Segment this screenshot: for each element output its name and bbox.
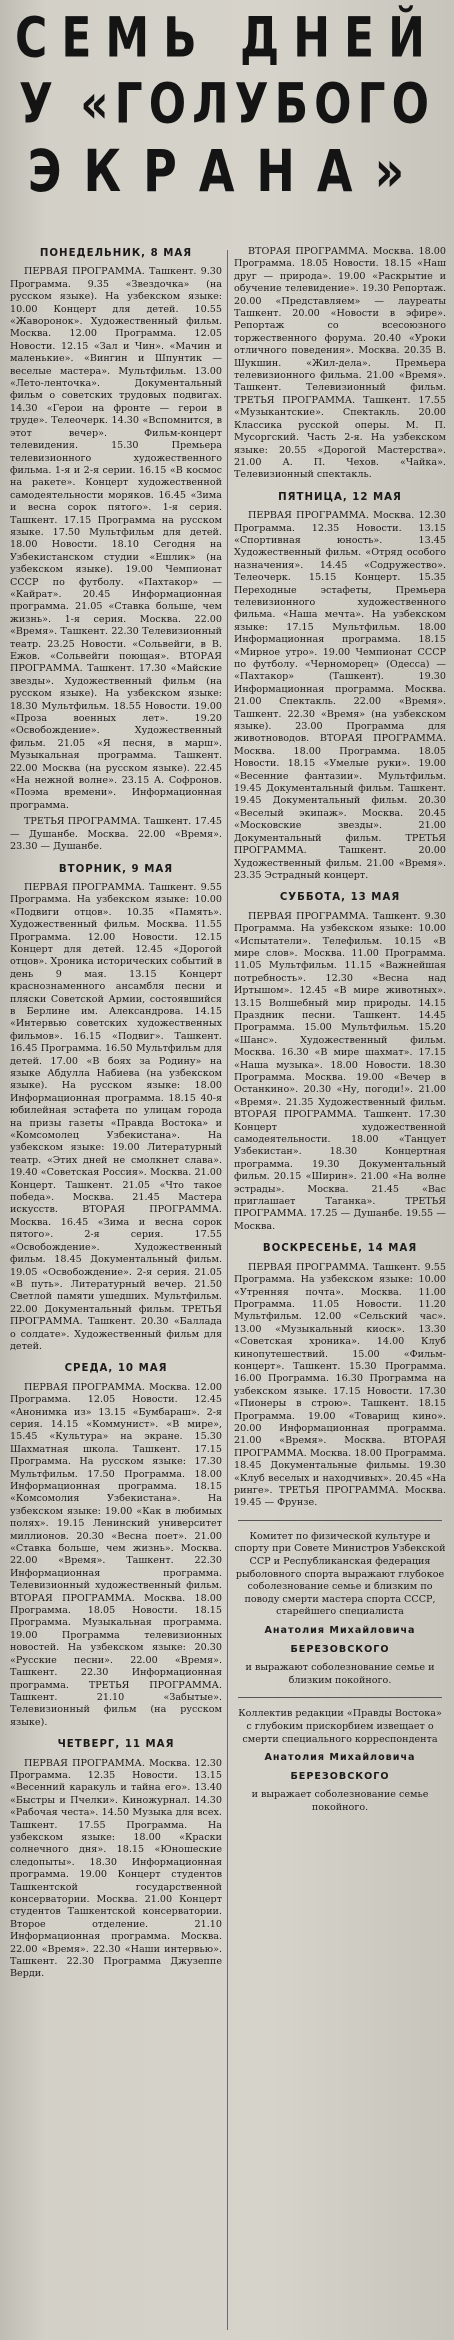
notice-divider bbox=[238, 1697, 442, 1698]
day-heading-wednesday: СРЕДА, 10 МАЯ bbox=[64, 1363, 168, 1375]
program-listing: ПЕРВАЯ ПРОГРАММА. Москва. 12.00 Программа. 12.05 Новости. 12.45 «Анонимка из» 13.15 «Бумбараш». 2-я серия. 14.15 «Коммунист». «В мире», 15.45 «Культура» на экране. 15.30 Шахматная школа. Ташкент. 17.15 Программа. На русском языке: 17.30 Мультфильм. 17.50 Программа. 18.00 Информационная программа. 18.15 «Комсомолия Узбекистана». На узбекском языке: 19.00 «Как в любимых полях». 19.15 Ленинский университет миллионов. 20.30 «Весна поет». 21.00 «Ставка больше, чем жизнь». Москва. 22.00 «Время». Ташкент. 22.30 Информационная программа. Телевизионный художественный фильм. ВТОРАЯ ПРОГРАММА. Москва. 18.00 Программа. 18.05 Новости. 18.15 Программа. Музыкальная программа. 19.00 Программа телевизионных новостей. На узбекском языке: 20.30 «Русские песни». 22.00 «Время». Ташкент. 22.30 Информационная программа. ТРЕТЬЯ ПРОГРАММА. Ташкент. 21.10 «Забытые». Телевизионный фильм (на русском языке). bbox=[10, 1381, 222, 1728]
notice-name-surname: БЕРЕЗОВСКОГО bbox=[290, 1643, 390, 1655]
day-heading-sunday: ВОСКРЕСЕНЬЕ, 14 МАЯ bbox=[262, 1243, 418, 1255]
program-listing: ПЕРВАЯ ПРОГРАММА. Ташкент. 9.30 Программа. На узбекском языке: 10.00 «Испытатели». Телефильм. 10.15 «В мире слов». Москва. 11.00 Программа. 11.05 Мультфильм. 11.15 «Важнейшая потребность». 12.30 «Весна над Иртышом». 12.45 «В мире животных». 13.15 Волшебный мир природы. 14.15 Праздник песни. Ташкент. 14.45 Программа. 15.00 Мультфильм. 15.20 «Шанс». Художественный фильм. Москва. 16.30 «В мире шахмат». 17.15 «Наша музыка». 18.00 Новости. 18.30 Программа. Москва. 19.00 «Вечер в Останкино». 20.30 «Ну, погоди!». 21.00 «Время». 21.35 Художественный фильм. ВТОРАЯ ПРОГРАММА. Ташкент. 17.30 Концерт художественной самодеятельности. 18.00 «Танцует Узбекистан». 18.30 Концертная программа. 19.30 Документальный фильм. 20.15 «Ширин». 21.00 «На волне эстрады». Москва. 21.45 «Вас приглашает Таганка». ТРЕТЬЯ ПРОГРАММА. 17.25 — Душанбе. 19.55 — Москва. bbox=[234, 910, 446, 1232]
notice-text: и выражает соболезнование семье покойного. bbox=[251, 1789, 429, 1813]
program-listing: ПЕРВАЯ ПРОГРАММА. Ташкент. 9.55 Программа. На узбекском языке: 10.00 «Утренняя почта». Москва. 11.00 Программа. 11.05 Новости. 11.20 Мультфильм. 12.00 «Сельский час». 13.00 «Музыкальный киоск». 13.30 «Советская хроника». 14.00 Клуб кинопутешествий. 15.00 «Фильм-концерт». Ташкент. 15.30 Программа. 16.00 Программа. 16.30 Программа на узбекском языке. 17.15 Новости. 17.30 «Пионеры в строю». Ташкент. 18.15 Программа. 19.00 «Товарищ кино». 20.00 Информационная программа. 21.00 «Время». Москва. ВТОРАЯ ПРОГРАММА. Москва. 18.00 Программа. 18.45 Документальные фильмы. 19.30 «Клуб веселых и находчивых». 20.45 «На ринге». ТРЕТЬЯ ПРОГРАММА. Москва. 19.45 — Фрунзе. bbox=[234, 1261, 446, 1509]
notice-name-first: Анатолия Михайловича bbox=[264, 1752, 416, 1764]
right-column bbox=[234, 246, 446, 2336]
day-heading-saturday: СУББОТА, 13 МАЯ bbox=[279, 892, 401, 904]
notice-name-first: Анатолия Михайловича bbox=[264, 1624, 416, 1636]
masthead-line-1: СЕМЬ ДНЕЙ bbox=[15, 6, 439, 71]
notice-divider bbox=[238, 1520, 442, 1521]
notice-text: Коллектив редакции «Правды Востока» с глубоким прискорбием извещает о смерти специального корреспондента bbox=[238, 1708, 442, 1745]
program-listing: ВТОРАЯ ПРОГРАММА. Москва. 18.00 Программа. 18.05 Новости. 18.15 «Наш друг — природа». 19.00 «Раскрытие и обучение телевидение». 19.30 Репортаж. 20.00 «Представляем» — лауреаты Ташкент. 20.00 «Новости в эфире». Репортаж со всесоюзного торжественного форума. 20.40 «Уроки отличного поведения». Москва. 20.35 В. Шукшин. «Жил-дела». Премьера телевизионного фильма. 21.00 «Время». Ташкент. Телевизионный фильм. ТРЕТЬЯ ПРОГРАММА. Ташкент. 17.55 «Музыкантские». Спектакль. 20.00 Классика русской оперы. М. П. Мусоргский. Часть 2-я. На узбекском языке: 20.55 «Дорогой Мастерства». 21.00 А. П. Чехов. «Чайка». Телевизионный спектакль. bbox=[234, 246, 446, 481]
program-listing: ПЕРВАЯ ПРОГРАММА. Москва. 12.30 Программа. 12.35 Новости. 13.15 «Весенний каракуль и тайна его». 13.40 «Быстры и Пчелки». Киножурнал. 14.30 «Рабочая честа». 14.50 Музыка для всех. Ташкент. 17.55 Программа. На узбекском языке: 18.00 «Краски солнечного дня». 18.15 «Юношеские следопыты». 18.30 Информационная программа. 19.00 Концерт студентов Ташкентской государственной консерватории. Москва. 21.00 Концерт студентов Ташкентской консерватории. Второе отделение. 21.10 Информационная программа. Москва. 22.00 «Время». 22.30 «Наши интервью». Ташкент. 22.30 Программа Джузеппе Верди. bbox=[10, 1757, 222, 1980]
condolence-notice bbox=[234, 1531, 446, 1688]
day-heading-monday: ПОНЕДЕЛЬНИК, 8 МАЯ bbox=[39, 248, 193, 259]
program-listing: ПЕРВАЯ ПРОГРАММА. Ташкент. 9.55 Программа. На узбекском языке: 10.00 «Подвиги отцов». 10.35 «Память». Художественный фильм. Москва. 11.55 Программа. 12.00 Новости. 12.15 Концерт для детей. 12.45 «Дорогой отцов». Хроника исторических событий в день 9 мая. 13.15 Концерт краснознаменного ансамбля песни и пляски Советской Армии, состоявшийся в Берлине им. Александрова. 14.15 «Интервью советских художественных фильмов». 16.15 «Подвиг». Ташкент. 16.45 Программа. 16.50 Мультфильм для детей. 17.00 «В боях за Родину» на языке Абдулла Набиева (на узбекском языке). На русском языке: 18.00 Информационная программа. 18.15 40-я юбилейная эстафета по улицам города на призы газеты «Правда Востока» и «Комсомолец Узбекистана». На узбекском языке: 19.00 Литературный театр. «Этих дней не смолкнет слава». 19.40 «Советская Россия». Москва. 21.00 Концерт. Ташкент. 21.05 «Что такое победа». Москва. 21.45 Мастера искусств. ВТОРАЯ ПРОГРАММА. Москва. 16.45 «Зима и весна сорок пятого». 2-я серия. 17.55 «Освобождение». Художественный фильм. 18.45 Документальный фильм. 19.05 «Освобождение». 2-я серия. 21.05 «В путь». Литературный вечер. 21.50 Светлой памяти ушедших. Мультфильм. 22.00 Документальный фильм. ТРЕТЬЯ ПРОГРАММА. Ташкент. 20.30 «Баллада о солдате». Художественный фильм для детей. bbox=[10, 881, 222, 1352]
day-heading-thursday: ЧЕТВЕРГ, 11 МАЯ bbox=[57, 1739, 175, 1751]
program-listing: ПЕРВАЯ ПРОГРАММА. Москва. 12.30 Программа. 12.35 Новости. 13.15 «Спортивная юность». 13.45 Художественный фильм. «Отряд особого назначения». 14.45 «Содружество». Телеочерк. 15.15 Концерт. 15.35 Переходные эстафеты, Премьера телевизионного художественного фильма. «Наша мечта». На узбекском языке: 17.15 Мультфильм. 18.00 Информационная программа. 18.15 «Мирное утро». 19.00 Чемпионат СССР по футболу. «Черноморец» (Одесса) — «Пахтакор» (Ташкент). 19.30 Информационная программа. Москва. 21.00 Спектакль. 22.00 «Время». Ташкент. 22.30 «Время» (на узбекском языке). 23.00 Программа для животноводов. ВТОРАЯ ПРОГРАММА. Москва. 18.00 Программа. 18.05 Новости. 18.15 «Умелые руки». 19.00 «Весенние фантазии». Мультфильм. 19.45 Документальный фильм. Ташкент. 19.45 Документальный фильм. 20.30 «Веселый экипаж». Москва. 20.45 «Московские звезды». 21.00 Документальный фильм. ТРЕТЬЯ ПРОГРАММА. Ташкент. 20.00 Художественный фильм. 21.00 «Время». 23.35 Эстрадный концерт. bbox=[234, 510, 446, 881]
program-listing: ПЕРВАЯ ПРОГРАММА. Ташкент. 9.30 Программа. 9.35 «Звездочка» (на русском языке). На узбекском языке: 10.00 Концерт для детей. 10.55 «Жаворонок». Художественный фильм. Москва. 12.00 Программа. 12.05 Новости. 12.15 «Зал и Чин». «Мачин и маленькие». «Вингин и Шпунтик — веселые мастера». Мультфильм. 13.00 «Лето-ленточка». Документальный фильм о советских трудовых подвигах. 14.30 «Герои на фронте — герои в труде». Телеочерк. 14.30 «Вспомнится, в этот вечер». Фильм-концерт телевидения. 15.30 Премьера телевизионного художественного фильма. 1-я и 2-я серии. 16.15 «В космос на ракете». Концерт художественной самодеятельности моряков. 16.45 «Зима и весна сорок пятого». 1-я серия. Ташкент. 17.15 Программа на русском языке. 17.50 Мультфильм для детей. 18.00 Новости. 18.10 Сегодня на Узбекистанском студии «Ешлик» (на узбекском языке). 19.00 Чемпионат СССР по футболу. «Пахтакор» — «Кайрат». 20.45 Информационная программа. 21.05 «Ставка больше, чем жизнь». 1-я серия. Москва. 22.00 «Время». Ташкент. 22.30 Телевизионный театр. 23.25 Новости. «Сольвейги, в В. Ежов. «Сольвейги поющая». ВТОРАЯ ПРОГРАММА. Ташкент. 17.30 «Майские звезды». Художественный фильм (на русском языке). На узбекском языке: 18.30 Мультфильм. 18.55 Новости. 19.00 «Проза военных лет». 19.20 «Освобождение». Художественный фильм. 21.05 «Я песня, в марш». Музыкальная программа. Ташкент. 22.00 Москва (на русском языке). 22.45 «На нежной волне». 23.15 А. Софронов. «Поэма времени». Информационная программа. bbox=[10, 266, 222, 811]
notice-text: и выражают соболезнование семье и близким покойного. bbox=[245, 1662, 435, 1686]
left-column bbox=[10, 246, 222, 2336]
notice-name-surname: БЕРЕЗОВСКОГО bbox=[290, 1770, 390, 1782]
column-divider bbox=[227, 250, 228, 2330]
masthead-line-2: У «ГОЛУБОГО bbox=[19, 72, 435, 137]
program-listing: ТРЕТЬЯ ПРОГРАММА. Ташкент. 17.45 — Душанбе. Москва. 22.00 «Время». 23.30 — Душанбе. bbox=[10, 816, 222, 853]
masthead-line-3: ЭКРАНА» bbox=[27, 137, 427, 205]
masthead bbox=[0, 0, 454, 250]
day-heading-tuesday: ВТОРНИК, 9 МАЯ bbox=[58, 863, 174, 875]
notice-text: Комитет по физической культуре и спорту при Совете Министров Узбекской ССР и Республиканская федерация рыболовного спорта выражают глубокое соболезнование семье и близким по поводу смерти мастера спорта СССР, старейшего специалиста bbox=[234, 1530, 446, 1618]
condolence-notice bbox=[234, 1708, 446, 1814]
day-heading-friday: ПЯТНИЦА, 12 МАЯ bbox=[278, 491, 402, 503]
